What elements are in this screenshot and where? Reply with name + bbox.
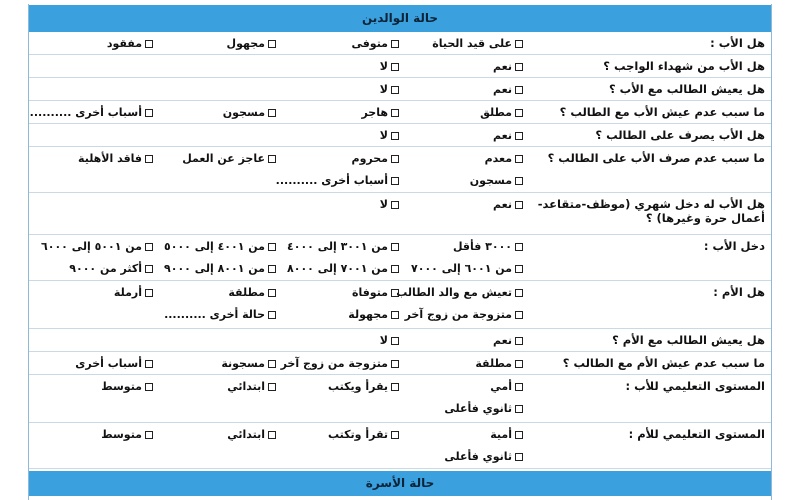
question-row <box>29 375 771 423</box>
checkbox-option[interactable] <box>227 37 276 51</box>
option-label: أمية <box>490 428 512 441</box>
checkbox-icon[interactable] <box>268 265 276 273</box>
checkbox-option[interactable] <box>328 428 399 442</box>
checkbox-icon[interactable] <box>391 337 399 345</box>
checkbox-icon[interactable] <box>145 383 153 391</box>
checkbox-icon[interactable] <box>268 360 276 368</box>
option-label: أكثر من ٩٠٠٠ <box>69 262 142 275</box>
option-label: لا <box>379 334 388 347</box>
checkbox-icon[interactable] <box>391 431 399 439</box>
section-header-family <box>29 471 771 496</box>
checkbox-icon[interactable] <box>515 453 523 461</box>
option-label: مطلق <box>480 106 512 119</box>
option-label: تقرأ وتكتب <box>328 428 388 441</box>
question-row <box>29 124 771 147</box>
option-label: متزوجة من زوج آخر <box>280 357 388 370</box>
checkbox-icon[interactable] <box>515 155 523 163</box>
option-label: يقرأ ويكتب <box>328 380 388 393</box>
question-label: هل الأب : <box>710 36 765 50</box>
checkbox-icon[interactable] <box>391 177 399 185</box>
question-label: ما سبب عدم عيش الأب مع الطالب ؟ <box>559 105 765 119</box>
checkbox-icon[interactable] <box>515 337 523 345</box>
section-title: حالة الأسرة <box>365 476 435 490</box>
question-row <box>29 235 771 281</box>
checkbox-option[interactable] <box>328 380 399 394</box>
option-label: من ٥٠٠١ إلى ٦٠٠٠ <box>41 240 142 253</box>
question-row <box>29 55 771 78</box>
option-label: أرملة <box>113 286 142 299</box>
checkbox-option[interactable] <box>444 402 523 416</box>
question-label: هل يعيش الطالب مع الأم ؟ <box>612 333 765 347</box>
checkbox-option[interactable] <box>470 174 523 188</box>
checkbox-icon[interactable] <box>391 289 399 297</box>
checkbox-option[interactable] <box>380 334 399 348</box>
checkbox-icon[interactable] <box>391 63 399 71</box>
option-label: ثانوي فأعلى <box>444 450 512 463</box>
checkbox-option[interactable] <box>396 286 523 300</box>
checkbox-icon[interactable] <box>391 360 399 368</box>
option-label: عاجز عن العمل <box>182 152 265 165</box>
option-label: لا <box>379 129 388 142</box>
checkbox-icon[interactable] <box>391 132 399 140</box>
section-title: حالة الوالدين <box>361 11 439 25</box>
option-label: نعم <box>493 60 512 73</box>
question-rows <box>29 32 771 469</box>
checkbox-option[interactable] <box>287 240 399 254</box>
checkbox-icon[interactable] <box>515 63 523 71</box>
option-label: لا <box>379 83 388 96</box>
option-label: من ٨٠٠١ إلى ٩٠٠٠ <box>164 262 265 275</box>
checkbox-option[interactable] <box>164 240 276 254</box>
checkbox-option[interactable] <box>227 428 276 442</box>
checkbox-option[interactable] <box>182 152 276 166</box>
checkbox-icon[interactable] <box>268 243 276 251</box>
option-label: فاقد الأهلية <box>78 152 142 165</box>
checkbox-icon[interactable] <box>268 155 276 163</box>
checkbox-option[interactable] <box>287 262 399 276</box>
checkbox-option[interactable] <box>493 60 523 74</box>
checkbox-option[interactable] <box>480 106 523 120</box>
option-label: متوسط <box>101 428 142 441</box>
checkbox-icon[interactable] <box>145 109 153 117</box>
checkbox-icon[interactable] <box>515 177 523 185</box>
checkbox-icon[interactable] <box>391 40 399 48</box>
question-row <box>29 32 771 55</box>
checkbox-option[interactable] <box>41 240 153 254</box>
option-label: ٣٠٠٠ فأقل <box>452 240 512 253</box>
option-label: مسجون <box>469 174 512 187</box>
checkbox-icon[interactable] <box>145 265 153 273</box>
option-label: من ٤٠٠١ إلى ٥٠٠٠ <box>164 240 265 253</box>
option-label: أمي <box>490 380 512 393</box>
checkbox-icon[interactable] <box>391 155 399 163</box>
checkbox-option[interactable] <box>221 357 276 371</box>
option-label: مطلقة <box>228 286 265 299</box>
section-header-parents <box>29 5 771 32</box>
checkbox-option[interactable] <box>490 428 523 442</box>
checkbox-icon[interactable] <box>145 40 153 48</box>
checkbox-icon[interactable] <box>515 201 523 209</box>
option-label: مسجون <box>222 106 265 119</box>
question-row <box>29 329 771 352</box>
checkbox-option[interactable] <box>380 83 399 97</box>
checkbox-icon[interactable] <box>268 311 276 319</box>
question-row <box>29 147 771 193</box>
question-label: هل الأم : <box>713 285 765 299</box>
checkbox-icon[interactable] <box>391 311 399 319</box>
question-label: هل الأب له دخل شهري (موظف-متقاعد-أعمال حرة وغيرها) ؟ <box>537 197 765 225</box>
checkbox-option[interactable] <box>380 60 399 74</box>
checkbox-option[interactable] <box>475 357 523 371</box>
checkbox-icon[interactable] <box>515 405 523 413</box>
option-label: نعم <box>493 129 512 142</box>
option-label: نعم <box>493 83 512 96</box>
checkbox-icon[interactable] <box>268 109 276 117</box>
checkbox-icon[interactable] <box>391 383 399 391</box>
question-row <box>29 423 771 469</box>
option-label: مجهول <box>226 37 265 50</box>
checkbox-icon[interactable] <box>145 243 153 251</box>
option-label: من ٣٠٠١ إلى ٤٠٠٠ <box>287 240 388 253</box>
checkbox-icon[interactable] <box>515 311 523 319</box>
checkbox-option[interactable] <box>30 106 153 120</box>
option-label: مسجونة <box>221 357 265 370</box>
option-label: أسباب أخرى <box>75 357 142 370</box>
checkbox-option[interactable] <box>223 106 276 120</box>
checkbox-icon[interactable] <box>145 431 153 439</box>
option-label: ثانوي فأعلى <box>444 402 512 415</box>
checkbox-option[interactable] <box>411 262 523 276</box>
question-row <box>29 352 771 375</box>
checkbox-option[interactable] <box>164 262 276 276</box>
option-label: ابتدائي <box>227 380 265 393</box>
checkbox-option[interactable] <box>228 286 276 300</box>
checkbox-icon[interactable] <box>268 40 276 48</box>
checkbox-option[interactable] <box>352 286 399 300</box>
checkbox-option[interactable] <box>493 129 523 143</box>
option-label: متزوجة من زوج آخر <box>404 308 512 321</box>
question-label: المستوى التعليمي للأب : <box>625 379 765 393</box>
checkbox-option[interactable] <box>101 428 153 442</box>
checkbox-icon[interactable] <box>391 109 399 117</box>
question-label: دخل الأب : <box>703 239 765 253</box>
checkbox-icon[interactable] <box>515 109 523 117</box>
checkbox-option[interactable] <box>444 450 523 464</box>
checkbox-option[interactable] <box>69 262 153 276</box>
checkbox-option[interactable] <box>164 308 276 322</box>
option-label: على قيد الحياة <box>432 37 512 50</box>
checkbox-option[interactable] <box>485 152 523 166</box>
checkbox-option[interactable] <box>114 286 153 300</box>
checkbox-option[interactable] <box>380 129 399 143</box>
checkbox-option[interactable] <box>432 37 523 51</box>
option-label: ابتدائي <box>227 428 265 441</box>
checkbox-icon[interactable] <box>268 431 276 439</box>
checkbox-option[interactable] <box>351 37 399 51</box>
option-label: مجهولة <box>348 308 388 321</box>
question-label: ما سبب عدم صرف الأب على الطالب ؟ <box>547 151 765 165</box>
checkbox-option[interactable] <box>453 240 523 254</box>
checkbox-option[interactable] <box>352 152 399 166</box>
checkbox-option[interactable] <box>490 380 523 394</box>
question-label: هل يعيش الطالب مع الأب ؟ <box>609 82 765 96</box>
checkbox-option[interactable] <box>107 37 153 51</box>
option-label: متوفاة <box>351 286 388 299</box>
checkbox-icon[interactable] <box>515 243 523 251</box>
checkbox-icon[interactable] <box>391 86 399 94</box>
option-label: أسباب أخرى .......... <box>29 106 142 119</box>
option-label: لا <box>379 60 388 73</box>
option-label: مطلقة <box>475 357 512 370</box>
question-label: هل الأب من شهداء الواجب ؟ <box>603 59 765 73</box>
checkbox-option[interactable] <box>405 308 523 322</box>
question-row <box>29 281 771 329</box>
checkbox-icon[interactable] <box>268 383 276 391</box>
checkbox-option[interactable] <box>276 174 399 188</box>
form-border-right <box>771 4 772 500</box>
checkbox-icon[interactable] <box>515 360 523 368</box>
checkbox-icon[interactable] <box>391 243 399 251</box>
checkbox-icon[interactable] <box>515 40 523 48</box>
checkbox-option[interactable] <box>493 83 523 97</box>
option-label: متوسط <box>101 380 142 393</box>
checkbox-option[interactable] <box>281 357 399 371</box>
checkbox-option[interactable] <box>101 380 153 394</box>
checkbox-icon[interactable] <box>515 86 523 94</box>
checkbox-icon[interactable] <box>515 265 523 273</box>
checkbox-option[interactable] <box>361 106 399 120</box>
question-row <box>29 193 771 235</box>
option-label: معدم <box>484 152 512 165</box>
question-label: المستوى التعليمي للأم : <box>628 427 765 441</box>
checkbox-option[interactable] <box>493 334 523 348</box>
option-label: لا <box>379 198 388 211</box>
checkbox-option[interactable] <box>380 198 399 212</box>
option-label: نعم <box>493 334 512 347</box>
checkbox-icon[interactable] <box>515 132 523 140</box>
checkbox-icon[interactable] <box>515 289 523 297</box>
option-label: من ٧٠٠١ إلى ٨٠٠٠ <box>287 262 388 275</box>
option-label: متوفى <box>351 37 388 50</box>
checkbox-icon[interactable] <box>145 289 153 297</box>
option-label: هاجر <box>361 106 388 119</box>
question-row <box>29 101 771 124</box>
checkbox-icon[interactable] <box>515 431 523 439</box>
checkbox-option[interactable] <box>348 308 399 322</box>
option-label: محروم <box>351 152 388 165</box>
option-label: تعيش مع والد الطالب <box>396 286 512 299</box>
question-label: ما سبب عدم عيش الأم مع الطالب ؟ <box>562 356 765 370</box>
checkbox-option[interactable] <box>493 198 523 212</box>
question-row <box>29 78 771 101</box>
checkbox-icon[interactable] <box>515 383 523 391</box>
option-label: من ٦٠٠١ إلى ٧٠٠٠ <box>411 262 512 275</box>
question-label: هل الأب يصرف على الطالب ؟ <box>595 128 765 142</box>
option-label: حالة أخرى .......... <box>164 308 265 321</box>
option-label: مفقود <box>106 37 142 50</box>
checkbox-option[interactable] <box>227 380 276 394</box>
checkbox-option[interactable] <box>75 357 153 371</box>
checkbox-icon[interactable] <box>391 201 399 209</box>
option-label: أسباب أخرى .......... <box>275 174 388 187</box>
checkbox-icon[interactable] <box>391 265 399 273</box>
checkbox-icon[interactable] <box>145 360 153 368</box>
checkbox-icon[interactable] <box>268 289 276 297</box>
checkbox-option[interactable] <box>78 152 153 166</box>
option-label: نعم <box>493 198 512 211</box>
checkbox-icon[interactable] <box>145 155 153 163</box>
